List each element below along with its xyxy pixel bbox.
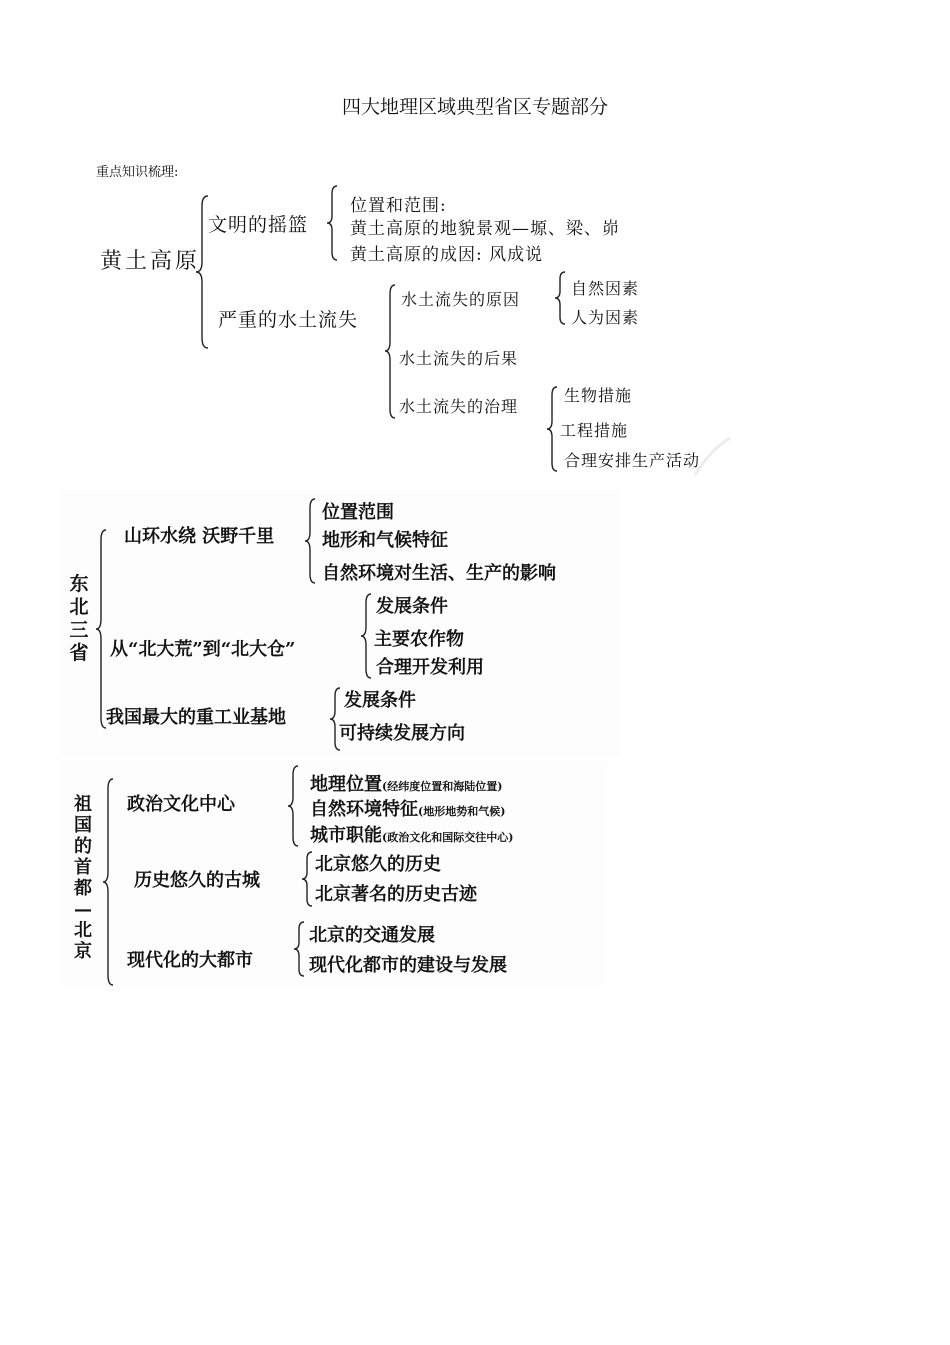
industry-item-2: 可持续发展方向 <box>339 723 465 744</box>
section-subtitle: 重点知识梳理: <box>96 165 179 180</box>
control-item-biological: 生物措施 <box>564 386 633 405</box>
civilization-item-2: 黄土高原的地貌景观—塬、梁、峁 <box>350 219 620 239</box>
northeast-root-brace <box>96 530 108 728</box>
erosion-effect-label: 水土流失的后果 <box>399 349 519 368</box>
center-item-environment-note: (地形地势和气候) <box>418 805 506 818</box>
civilization-item-1: 位置和范围: <box>350 196 447 216</box>
granary-item-1: 发展条件 <box>376 596 448 617</box>
cause-item-human: 人为因素 <box>571 308 640 327</box>
ancient-brace <box>302 852 314 906</box>
beijing-branch-modern: 现代化的大都市 <box>127 950 253 971</box>
center-brace <box>288 766 300 846</box>
cause-brace <box>555 272 567 324</box>
center-item-function <box>310 821 513 847</box>
northeast-branch-landscape: 山环水绕 沃野千里 <box>124 526 275 547</box>
beijing-branch-ancient: 历史悠久的古城 <box>134 870 260 891</box>
control-item-engineering: 工程措施 <box>560 421 629 440</box>
northeast-branch-granary: 从“北大荒”到“北大仓” <box>110 639 296 660</box>
page-title: 四大地理区域典型省区专题部分 <box>341 96 608 118</box>
northeast-branch-industry: 我国最大的重工业基地 <box>106 707 286 728</box>
modern-item-1: 北京的交通发展 <box>309 925 435 946</box>
landscape-item-2: 地形和气候特征 <box>322 530 448 551</box>
modern-brace <box>294 922 306 976</box>
center-item-location-text: 地理位置 <box>310 774 382 795</box>
control-item-production: 合理安排生产活动 <box>564 451 701 470</box>
center-item-function-note: (政治文化和国际交往中心) <box>382 831 514 844</box>
northeast-root-label: 东北三省 <box>69 573 89 664</box>
beijing-root-brace <box>103 779 115 985</box>
control-brace <box>547 387 559 471</box>
center-item-location-note: (经纬度位置和海陆位置) <box>382 780 503 793</box>
ancient-item-2: 北京著名的历史古迹 <box>315 884 477 905</box>
center-item-environment-text: 自然环境特征 <box>310 799 418 820</box>
beijing-branch-center: 政治文化中心 <box>127 794 235 815</box>
erosion-control-label: 水土流失的治理 <box>399 397 519 416</box>
civilization-item-3: 黄土高原的成因: 风成说 <box>350 245 544 265</box>
granary-item-3: 合理开发利用 <box>376 657 484 678</box>
landscape-item-1: 位置范围 <box>322 502 394 523</box>
cause-item-natural: 自然因素 <box>571 279 640 298</box>
beijing-root-label: 祖国的首都—北京 <box>74 794 92 962</box>
loess-branch-civilization: 文明的摇篮 <box>208 214 309 236</box>
granary-brace <box>361 594 373 678</box>
industry-item-1: 发展条件 <box>344 690 416 711</box>
erosion-brace <box>385 285 397 418</box>
loess-root-label: 黄土高原 <box>100 249 201 274</box>
ancient-item-1: 北京悠久的历史 <box>315 854 441 875</box>
center-item-function-text: 城市职能 <box>310 825 382 846</box>
landscape-brace <box>305 499 317 583</box>
loess-branch-erosion: 严重的水土流失 <box>218 309 359 331</box>
modern-item-2: 现代化都市的建设与发展 <box>309 955 507 976</box>
granary-item-2: 主要农作物 <box>374 629 464 650</box>
civilization-brace <box>327 186 339 260</box>
erosion-cause-label: 水土流失的原因 <box>401 290 521 309</box>
center-item-environment <box>310 795 505 821</box>
landscape-item-3: 自然环境对生活、生产的影响 <box>322 563 556 584</box>
center-item-location <box>310 770 502 796</box>
decorative-swoosh <box>690 430 735 480</box>
